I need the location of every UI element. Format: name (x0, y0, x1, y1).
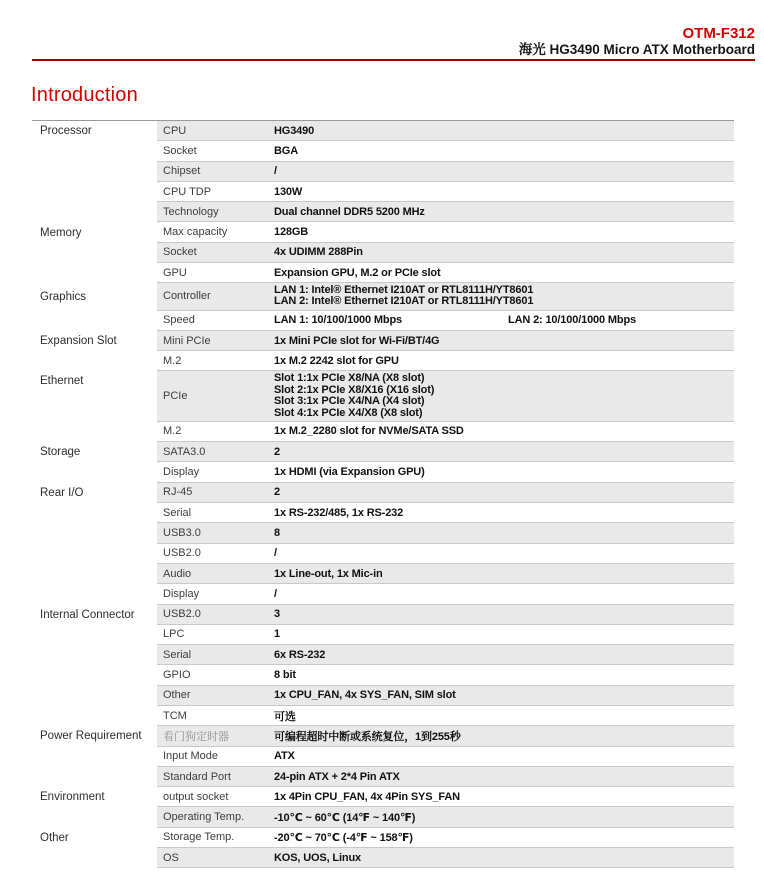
spec-label: Display (163, 587, 200, 600)
spec-value: 1x 4Pin CPU_FAN, 4x 4Pin SYS_FAN (274, 790, 460, 803)
spec-row-band (157, 141, 734, 161)
spec-row-band (157, 726, 734, 746)
spec-row-band (157, 645, 734, 665)
spec-label: GPIO (163, 669, 191, 682)
spec-label: Serial (163, 506, 192, 519)
spec-label: Input Mode (163, 750, 219, 763)
spec-label: output socket (163, 790, 229, 803)
spec-value: HG3490 (274, 124, 315, 137)
spec-row-band (157, 807, 734, 827)
spec-label: SATA3.0 (163, 445, 206, 458)
spec-label: M.2 (163, 354, 182, 367)
table-row (32, 625, 734, 645)
spec-row-band (157, 202, 734, 222)
spec-value (274, 314, 734, 326)
spec-value: 24-pin ATX + 2*4 Pin ATX (274, 770, 400, 783)
spec-label: Socket (163, 144, 197, 157)
spec-value-col1: LAN 1: 10/100/1000 Mbps (274, 314, 402, 327)
table-row (32, 665, 734, 685)
document-header (519, 25, 755, 58)
spec-value-col2: LAN 2: 10/100/1000 Mbps (508, 314, 636, 327)
table-row (32, 331, 734, 351)
spec-value-line: LAN 1: Intel® Ethernet I210AT or RTL8111H/YT8601 (274, 283, 534, 296)
table-row (32, 162, 734, 182)
spec-label: RJ-45 (163, 486, 193, 499)
spec-label: Serial (163, 648, 192, 661)
spec-label: Mini PCIe (163, 334, 211, 347)
spec-table (32, 120, 734, 868)
spec-label: Chipset (163, 165, 201, 178)
spec-row-band (157, 564, 734, 584)
spec-row-band (157, 787, 734, 807)
spec-label: LPC (163, 628, 185, 641)
spec-value: 8 (274, 526, 280, 539)
spec-label: TCM (163, 709, 187, 722)
spec-row-band (157, 243, 734, 263)
spec-label: PCIe (163, 390, 188, 403)
table-row (32, 726, 734, 746)
category-label: Environment (40, 791, 105, 804)
spec-label: 看门狗定时器 (163, 730, 229, 743)
spec-label: Controller (163, 290, 211, 303)
category-label: Expansion Slot (40, 335, 117, 347)
spec-row-band (157, 182, 734, 202)
table-row (32, 787, 734, 807)
table-row (32, 747, 734, 767)
spec-label: USB3.0 (163, 526, 201, 539)
table-row (32, 121, 734, 141)
spec-value: 4x UDIMM 288Pin (274, 246, 363, 259)
table-row (32, 767, 734, 787)
spec-value: 1x RS-232/485, 1x RS-232 (274, 506, 404, 519)
spec-row-band (157, 848, 734, 868)
spec-value: 130W (274, 185, 303, 198)
spec-label: Operating Temp. (163, 811, 245, 824)
spec-row-band (157, 828, 734, 848)
spec-value: 3 (274, 608, 280, 621)
spec-value: / (274, 165, 277, 178)
product-title: 海光 HG3490 Micro ATX Motherboard (518, 42, 755, 57)
table-row (32, 371, 734, 421)
model-number: OTM-F312 (682, 25, 755, 42)
spec-label: Socket (163, 246, 197, 259)
spec-row-band (157, 503, 734, 523)
spec-label: Standard Port (163, 770, 231, 783)
spec-row-band (157, 222, 734, 242)
spec-value: Dual channel DDR5 5200 MHz (274, 205, 425, 218)
spec-label: Technology (163, 205, 219, 218)
spec-value: / (274, 587, 277, 600)
category-label: Power Requirement (40, 730, 142, 743)
table-row (32, 202, 734, 222)
spec-label: Display (163, 466, 200, 479)
spec-row-band (157, 422, 734, 442)
spec-value (274, 373, 734, 419)
spec-label: M.2 (163, 425, 182, 438)
spec-value-line: LAN 2: Intel® Ethernet I210AT or RTL8111H/YT8601 (274, 295, 534, 308)
spec-value: Expansion GPU, M.2 or PCIe slot (274, 266, 441, 279)
table-row (32, 311, 734, 331)
spec-value: 8 bit (274, 669, 296, 682)
table-row (32, 807, 734, 827)
table-row (32, 141, 734, 161)
spec-value: 6x RS-232 (274, 648, 326, 661)
spec-row-band (157, 263, 734, 283)
spec-value: 1x M.2 2242 slot for GPU (274, 354, 399, 367)
spec-row-band (157, 283, 734, 310)
spec-label: USB2.0 (163, 547, 201, 560)
spec-row-band (157, 351, 734, 371)
spec-label: Storage Temp. (163, 831, 235, 844)
spec-label: CPU TDP (163, 185, 212, 198)
spec-label: Audio (163, 567, 192, 580)
table-row (32, 706, 734, 726)
spec-value: 2 (274, 486, 280, 499)
spec-row-band (157, 523, 734, 543)
category-label: Graphics (40, 290, 87, 303)
spec-value-line: Slot 3:1x PCIe X4/NA (X4 slot) (274, 395, 425, 408)
spec-label: Other (163, 689, 191, 702)
table-row (32, 848, 734, 868)
spec-row-band (157, 605, 734, 625)
table-row (32, 182, 734, 202)
spec-row-band (157, 767, 734, 787)
spec-label: Speed (163, 314, 195, 327)
spec-row-band (157, 706, 734, 726)
header-divider (32, 59, 755, 61)
spec-row-band (157, 442, 734, 462)
spec-value: ATX (274, 750, 295, 763)
spec-value: 1x HDMI (via Expansion GPU) (274, 466, 425, 479)
spec-row-band (157, 686, 734, 706)
table-row (32, 462, 734, 482)
table-row (32, 523, 734, 543)
spec-label: Max capacity (163, 226, 228, 239)
table-row (32, 605, 734, 625)
spec-value: 128GB (274, 226, 309, 239)
category-label: Memory (40, 226, 82, 239)
table-row (32, 686, 734, 706)
spec-label: GPU (163, 266, 187, 279)
spec-row-band (157, 625, 734, 645)
section-title: Introduction (31, 84, 138, 106)
table-row (32, 584, 734, 604)
spec-value: -10℃ ~ 60℃ (14℉ ~ 140℉) (274, 811, 416, 824)
spec-value: 1 (274, 628, 280, 641)
table-row (32, 503, 734, 523)
category-label: Processor (40, 125, 92, 138)
spec-row-band (157, 371, 734, 421)
category-label: Other (40, 831, 69, 844)
spec-row-band (157, 121, 734, 141)
table-row (32, 442, 734, 462)
spec-value (274, 285, 734, 308)
spec-label: CPU (163, 124, 187, 137)
category-label: Rear I/O (40, 486, 84, 499)
spec-value: 1x Mini PCIe slot for Wi-Fi/BT/4G (274, 334, 440, 347)
spec-value: BGA (274, 144, 298, 157)
table-row (32, 263, 734, 283)
table-row (32, 283, 734, 310)
table-row (32, 243, 734, 263)
spec-value: KOS, UOS, Linux (274, 851, 361, 864)
spec-value-line: Slot 2:1x PCIe X8/X16 (X16 slot) (274, 383, 435, 396)
category-label: Storage (40, 446, 81, 459)
category-label: Internal Connector (40, 608, 135, 621)
spec-row-band (157, 331, 734, 351)
table-row (32, 483, 734, 503)
table-row (32, 645, 734, 665)
table-row (32, 564, 734, 584)
table-row (32, 351, 734, 371)
spec-value: 1x CPU_FAN, 4x SYS_FAN, SIM slot (274, 689, 456, 702)
spec-row-band (157, 584, 734, 604)
spec-value: / (274, 547, 277, 560)
spec-row-band (157, 311, 734, 331)
table-row (32, 222, 734, 242)
spec-value: -20℃ ~ 70℃ (-4℉ ~ 158℉) (274, 831, 413, 844)
spec-value-line: Slot 1:1x PCIe X8/NA (X8 slot) (274, 371, 425, 384)
spec-row-band (157, 544, 734, 564)
spec-value: 可编程超时中断或系统复位，1到255秒 (274, 730, 461, 743)
spec-row-band (157, 462, 734, 482)
spec-label: OS (163, 851, 179, 864)
spec-value: 1x M.2_2280 slot for NVMe/SATA SSD (274, 425, 464, 438)
spec-row-band (157, 665, 734, 685)
category-label: Ethernet (40, 375, 84, 388)
table-row (32, 828, 734, 848)
spec-value-line: Slot 4:1x PCIe X4/X8 (X8 slot) (274, 406, 423, 419)
spec-value: 1x Line-out, 1x Mic-in (274, 567, 383, 580)
table-row (32, 422, 734, 442)
spec-value: 可选 (274, 710, 296, 723)
spec-row-band (157, 747, 734, 767)
spec-label: USB2.0 (163, 608, 201, 621)
spec-value: 2 (274, 445, 280, 458)
spec-row-band (157, 483, 734, 503)
spec-row-band (157, 162, 734, 182)
table-row (32, 544, 734, 564)
